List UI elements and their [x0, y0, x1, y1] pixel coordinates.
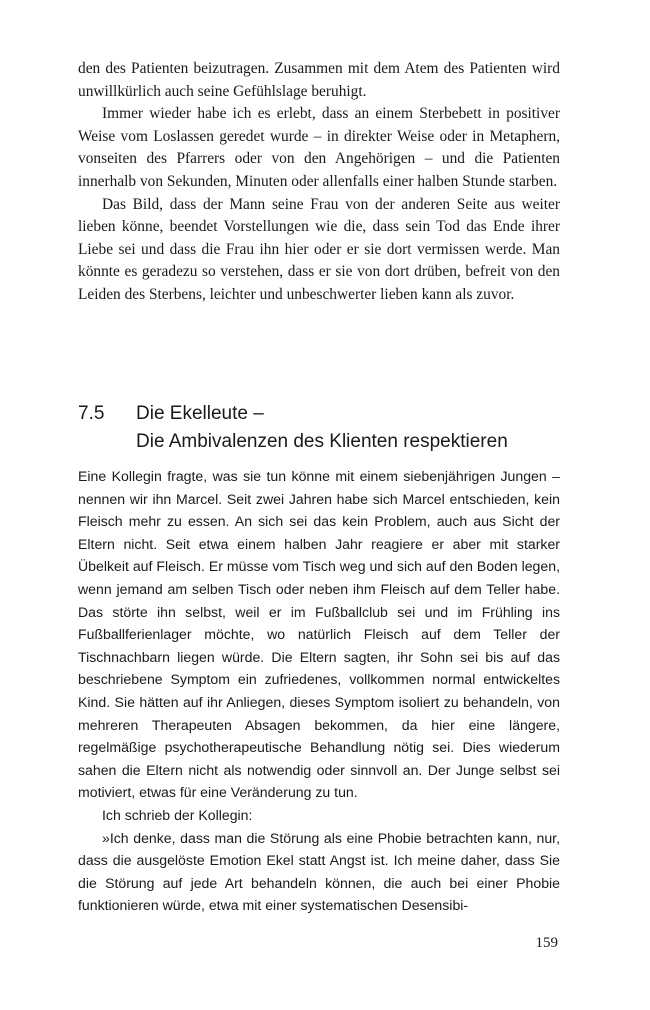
paragraph-colleague-question: Eine Kollegin fragte, was sie tun könne mit einem siebenjährigen Jungen – nennen wir ihn Marcel. Seit zwei Jahren habe sich Marcel entschieden, kein Fleisch mehr zu essen. An sich sei das kein Problem, auch aus Sicht der Eltern nicht. Seit etwa einem halben Jahr reagiere er aber mit starker Übelkeit auf Fleisch. Er müsse vom Tisch weg und sich auf den Boden legen, wenn jemand am selben Tisch oder neben ihm Fleisch auf dem Teller habe. Das störte ihn selbst, weil er im Fußballclub sei und im Frühling ins Fußballferienlager möchte, wo natürlich Fleisch auf dem Teller der Tischnachbarn liegen würde. Die Eltern sagten, ihr Sohn sei bis auf das beschriebene Symptom ein zufriedenes, vollkommen normal entwickeltes Kind. Sie hätten auf ihr Anliegen, dieses Symptom isoliert zu behandeln, von mehreren Therapeuten Absagen bekommen, da hier eine längere, regelmäßige psychotherapeutische Behandlung nötig sei. Dies wiederum sahen die Eltern nicht als notwendig oder sinnvoll an. Der Junge selbst sei motiviert, etwas für eine Veränderung zu tun. [78, 468, 560, 801]
paragraph-continuation: den des Patienten beizutragen. Zusammen mit dem Atem des Patienten wird unwillkürlich auch seine Gefühlslage beruhigt. [78, 60, 560, 100]
paragraph-reply-quote: »Ich denke, dass man die Störung als eine Phobie betrachten kann, nur, dass die ausgelöste Emotion Ekel statt Angst ist. Ich meine daher, dass Sie die Störung auf jede Art behandeln können, die auch bei einer Phobie funktionieren würde, etwa mit einer systematischen Desensibi- [78, 829, 560, 914]
section-number: 7.5 [78, 403, 105, 424]
body-text-block [78, 465, 560, 917]
paragraph-deathbed: Immer wieder habe ich es erlebt, dass an einem Sterbebett in positiver Weise vom Loslassen geredet wurde – in direkter Weise oder in Metaphern, vonseiten des Pfarrers oder von den Angehörigen – und die Patienten innerhalb von Sekunden, Minuten oder allenfalls einer halben Stunde starben. [78, 105, 560, 190]
section-title-line-2: Die Ambivalenzen des Klienten respektieren [136, 431, 508, 452]
paragraph-image: Das Bild, dass der Mann seine Frau von der anderen Seite aus weiter lieben könne, beendet Vorstellungen wie die, dass sein Tod das Ende ihrer Liebe sei und dass die Frau ihn hier oder er sie dort vermissen werde. Man könnte es geradezu so verstehen, dass er sie von dort drüben, befreit von den Leiden des Sterbens, leichter und unbeschwerter lieben kann als zuvor. [78, 195, 560, 303]
paragraph-reply-intro: Ich schrieb der Kollegin: [102, 806, 253, 823]
section-title-line-1: Die Ekelleute – [136, 403, 264, 424]
top-text-block [78, 58, 560, 307]
page-number: 159 [535, 935, 558, 951]
section-title [136, 400, 560, 456]
